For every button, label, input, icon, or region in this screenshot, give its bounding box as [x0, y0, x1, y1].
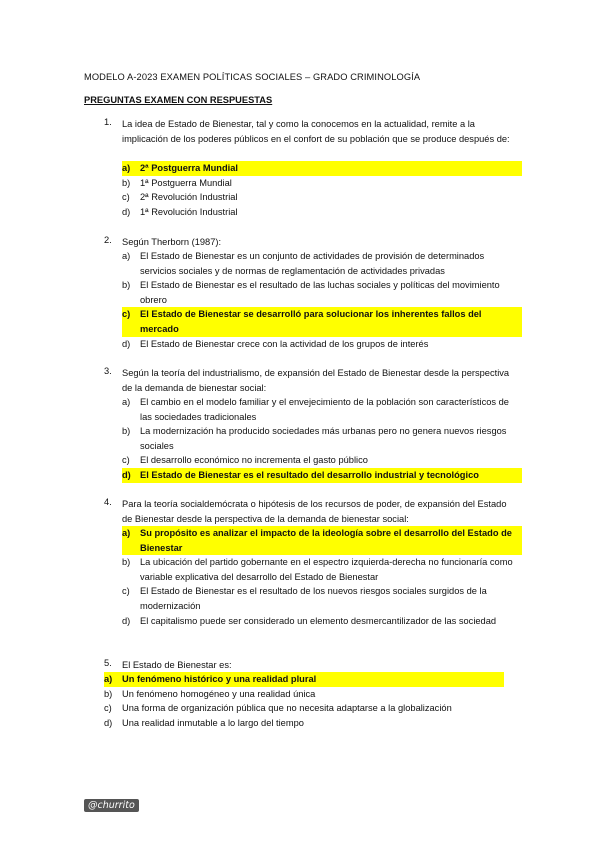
option-text: El Estado de Bienestar crece con la actividad de los grupos de interés	[140, 338, 429, 349]
option	[122, 424, 522, 453]
option-letter: c)	[122, 192, 130, 203]
option	[122, 249, 522, 278]
question-text: El Estado de Bienestar es:	[122, 660, 232, 670]
option-text: El Estado de Bienestar es un conjunto de actividades de provisión de determinados servicios sociales y de normas de reglamentación de actividades privadas	[140, 251, 485, 276]
option-text: El desarrollo económico no incrementa el gasto público	[140, 455, 368, 466]
option-text: 1ª Revolución Industrial	[140, 206, 238, 217]
option-text: Su propósito es analizar el impacto de la ideología sobre el desarrollo del Estado de Bienestar	[140, 526, 522, 555]
section-heading: PREGUNTAS EXAMEN CON RESPUESTAS	[84, 95, 273, 105]
option-letter: b)	[104, 688, 113, 699]
question-number: 5.	[104, 658, 112, 668]
option	[122, 555, 522, 584]
option-letter: a)	[122, 163, 131, 173]
option-letter: d)	[122, 469, 131, 480]
option-text: La ubicación del partido gobernante en el espectro izquierda-derecha no funcionaría como variable explicativa del desarrollo del Estado de Bienestar	[140, 557, 513, 582]
option-correct	[122, 526, 522, 555]
option-letter: d)	[122, 615, 131, 626]
option-text: El Estado de Bienestar es el resultado de los nuevos riesgos sociales surgidos de la modernización	[140, 586, 487, 611]
option	[122, 453, 522, 468]
option-letter: a)	[122, 528, 131, 538]
option	[122, 278, 522, 307]
option-correct	[104, 672, 504, 687]
option	[122, 176, 522, 191]
question-text: Para la teoría socialdemócrata o hipótesis de los recursos de poder, de expansión del Estado de Bienestar desde la perspectiva de la demanda de bienestar social:	[122, 499, 507, 524]
option	[122, 614, 522, 629]
option-text: El capitalismo puede ser considerado un elemento desmercantilizador de las sociedad	[140, 615, 497, 626]
option-letter: b)	[122, 557, 131, 568]
option-letter: d)	[122, 338, 131, 349]
option	[122, 584, 522, 613]
option	[104, 687, 504, 702]
option-letter: b)	[122, 177, 131, 188]
option-text: El Estado de Bienestar es el resultado de las luchas sociales y políticas del movimiento obrero	[140, 280, 500, 305]
option-text: Un fenómeno histórico y una realidad plural	[122, 672, 504, 687]
option-correct	[122, 307, 522, 336]
option-letter: a)	[104, 674, 113, 684]
option	[122, 205, 522, 220]
question-number: 3.	[104, 366, 112, 376]
question-text: La idea de Estado de Bienestar, tal y como la conocemos en la actualidad, remite a la implicación de los poderes públicos en el confort de su población que se produce después de:	[122, 119, 510, 144]
option-letter: c)	[104, 703, 112, 714]
option-text: La modernización ha producido sociedades más urbanas pero no genera nuevos riesgos sociales	[140, 426, 507, 451]
option-letter: d)	[122, 206, 131, 217]
option-letter: a)	[122, 251, 131, 261]
question-number: 4.	[104, 497, 112, 507]
watermark-label: @churrito	[84, 799, 139, 812]
option-letter: c)	[122, 455, 130, 466]
options-list	[122, 395, 522, 483]
option-text: 1ª Postguerra Mundial	[140, 177, 232, 188]
document-title: MODELO A-2023 EXAMEN POLÍTICAS SOCIALES – GRADO CRIMINOLOGÍA	[84, 72, 421, 82]
options-list	[122, 161, 522, 219]
option-letter: b)	[122, 280, 131, 291]
option	[104, 701, 504, 716]
options-list	[104, 672, 504, 730]
option-text: Una realidad inmutable a lo largo del tiempo	[122, 717, 304, 728]
option-letter: c)	[122, 586, 130, 597]
option-text: 2ª Postguerra Mundial	[140, 161, 522, 176]
question-text: Según la teoría del industrialismo, de expansión del Estado de Bienestar desde la perspectiva de la demanda de bienestar social:	[122, 368, 510, 393]
option-text: El Estado de Bienestar se desarrolló para solucionar los inherentes fallos del mercado	[140, 307, 522, 336]
option-letter: a)	[122, 397, 131, 407]
option-letter: d)	[104, 717, 113, 728]
option-letter: c)	[122, 309, 131, 320]
option-text: Una forma de organización pública que no necesita adaptarse a la globalización	[122, 703, 452, 714]
option	[104, 716, 504, 731]
option-text: 2ª Revolución Industrial	[140, 192, 238, 203]
option	[122, 395, 522, 424]
option-correct	[122, 468, 522, 483]
options-list	[122, 249, 522, 351]
option	[122, 337, 522, 352]
option-text: Un fenómeno homogéneo y una realidad única	[122, 688, 316, 699]
option-text: El cambio en el modelo familiar y el envejecimiento de la población son característicos de las sociedades tradicionales	[140, 397, 509, 422]
question-text: Según Therborn (1987):	[122, 237, 222, 247]
option-text: El Estado de Bienestar es el resultado del desarrollo industrial y tecnológico	[140, 468, 522, 483]
option	[122, 190, 522, 205]
option-letter: b)	[122, 426, 131, 437]
options-list	[122, 526, 522, 628]
question-number: 1.	[104, 117, 112, 127]
question-number: 2.	[104, 235, 112, 245]
option-correct	[122, 161, 522, 176]
